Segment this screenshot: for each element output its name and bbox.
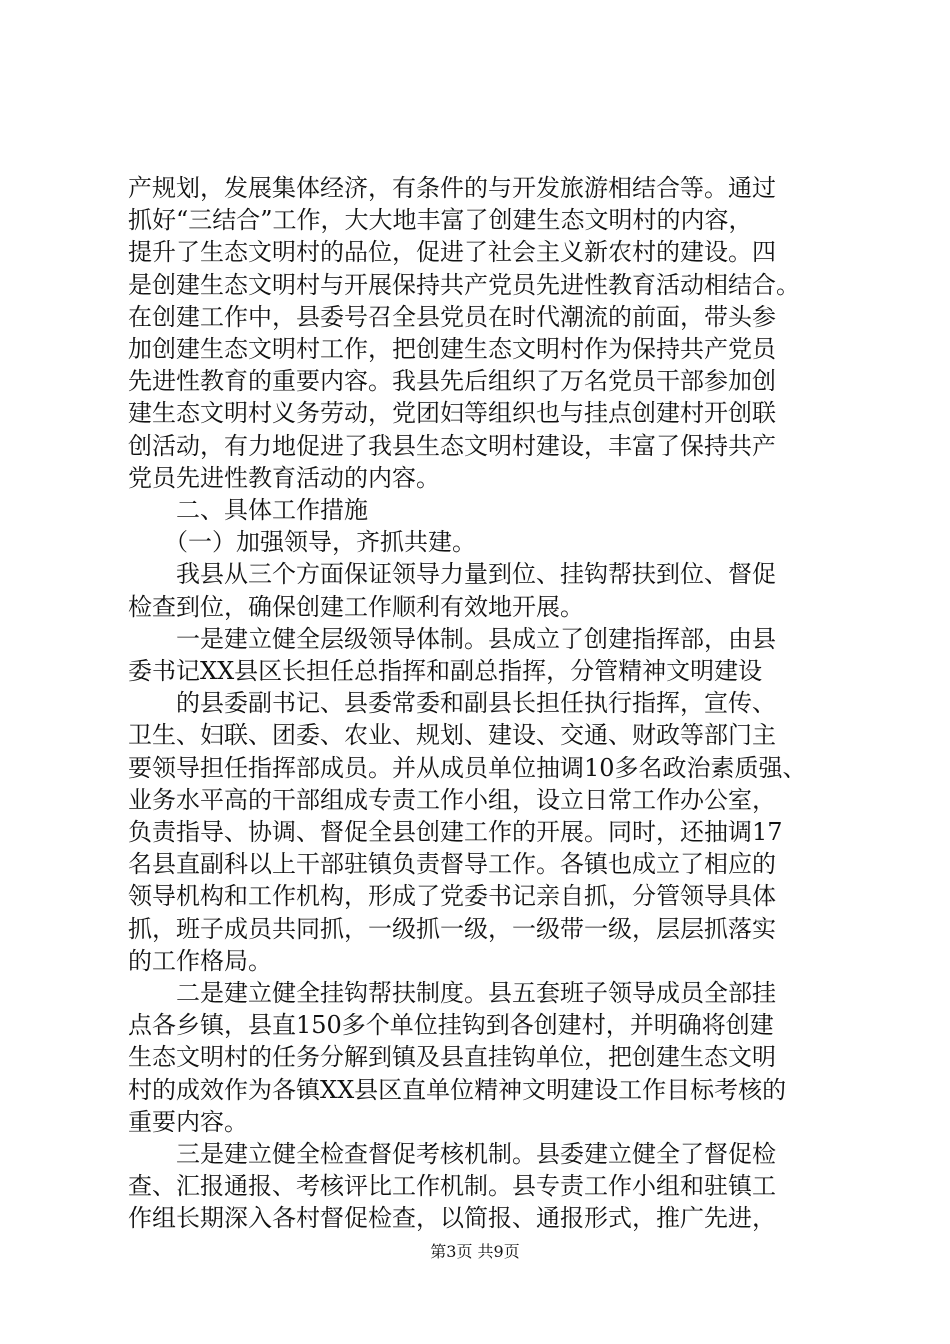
text-line: 重要内容。 — [128, 1107, 248, 1136]
text-line: （一）加强领导，齐抓共建。 — [128, 528, 476, 557]
text-line: 建生态文明村义务劳动，党团妇等组织也与挂点创建村开创联 — [128, 399, 776, 428]
text-line: 卫生、妇联、团委、农业、规划、建设、交通、财政等部门主 — [128, 721, 776, 750]
text-line: 点各乡镇，县直150多个单位挂钩到各创建村，并明确将创建 — [128, 1011, 774, 1040]
text-line: 提升了生态文明村的品位，促进了社会主义新农村的建设。四 — [128, 238, 776, 267]
text-line: 是创建生态文明村与开展保持共产党员先进性教育活动相结合。 — [128, 270, 800, 299]
text-line: 查、汇报通报、考核评比工作机制。县专责工作小组和驻镇工 — [128, 1172, 776, 1201]
page-footer: 第3页 共9页 — [430, 1242, 520, 1261]
text-line: 在创建工作中，县委号召全县党员在时代潮流的前面，带头参 — [128, 302, 776, 331]
text-line: 我县从三个方面保证领导力量到位、挂钩帮扶到位、督促 — [128, 560, 776, 589]
text-line: 委书记XX县区长担任总指挥和副总指挥，分管精神文明建设 — [128, 657, 763, 685]
text-line: 作组长期深入各村督促检查，以简报、通报形式，推广先进， — [128, 1204, 776, 1233]
text-line: 的工作格局。 — [128, 946, 272, 975]
text-line: 二是建立健全挂钩帮扶制度。县五套班子领导成员全部挂 — [128, 979, 776, 1007]
text-line: 一是建立健全层级领导体制。县成立了创建指挥部，由县 — [128, 624, 776, 653]
text-line: 的县委副书记、县委常委和副县长担任执行指挥，宣传、 — [128, 689, 776, 718]
text-line: 抓好“三结合”工作，大大地丰富了创建生态文明村的内容， — [128, 206, 753, 235]
text-line: 抓，班子成员共同抓，一级抓一级，一级带一级，层层抓落实 — [128, 914, 776, 943]
text-line: 加创建生态文明村工作，把创建生态文明村作为保持共产党员 — [128, 335, 776, 363]
text-line: 要领导担任指挥部成员。并从成员单位抽调10多名政治素质强、 — [128, 753, 807, 782]
text-line: 检查到位，确保创建工作顺利有效地开展。 — [128, 592, 584, 621]
text-line: 产规划，发展集体经济，有条件的与开发旅游相结合等。通过 — [128, 174, 776, 202]
text-line: 村的成效作为各镇XX县区直单位精神文明建设工作目标考核的 — [128, 1075, 787, 1104]
text-line: 名县直副科以上干部驻镇负责督导工作。各镇也成立了相应的 — [128, 850, 776, 879]
text-line: 三是建立健全检查督促考核机制。县委建立健全了督促检 — [128, 1140, 776, 1168]
text-line: 生态文明村的任务分解到镇及县直挂钩单位，把创建生态文明 — [128, 1043, 776, 1072]
text-line: 创活动，有力地促进了我县生态文明村建设，丰富了保持共产 — [128, 431, 776, 460]
text-line: 负责指导、协调、督促全县创建工作的开展。同时，还抽调17 — [128, 818, 783, 846]
text-line: 二、具体工作措施 — [128, 496, 368, 524]
text-line: 先进性教育的重要内容。我县先后组织了万名党员干部参加创 — [128, 367, 776, 396]
text-line: 领导机构和工作机构，形成了党委书记亲自抓，分管领导具体 — [128, 882, 776, 911]
text-line: 党员先进性教育活动的内容。 — [128, 463, 440, 492]
text-line: 业务水平高的干部组成专责工作小组，设立日常工作办公室， — [128, 785, 776, 814]
